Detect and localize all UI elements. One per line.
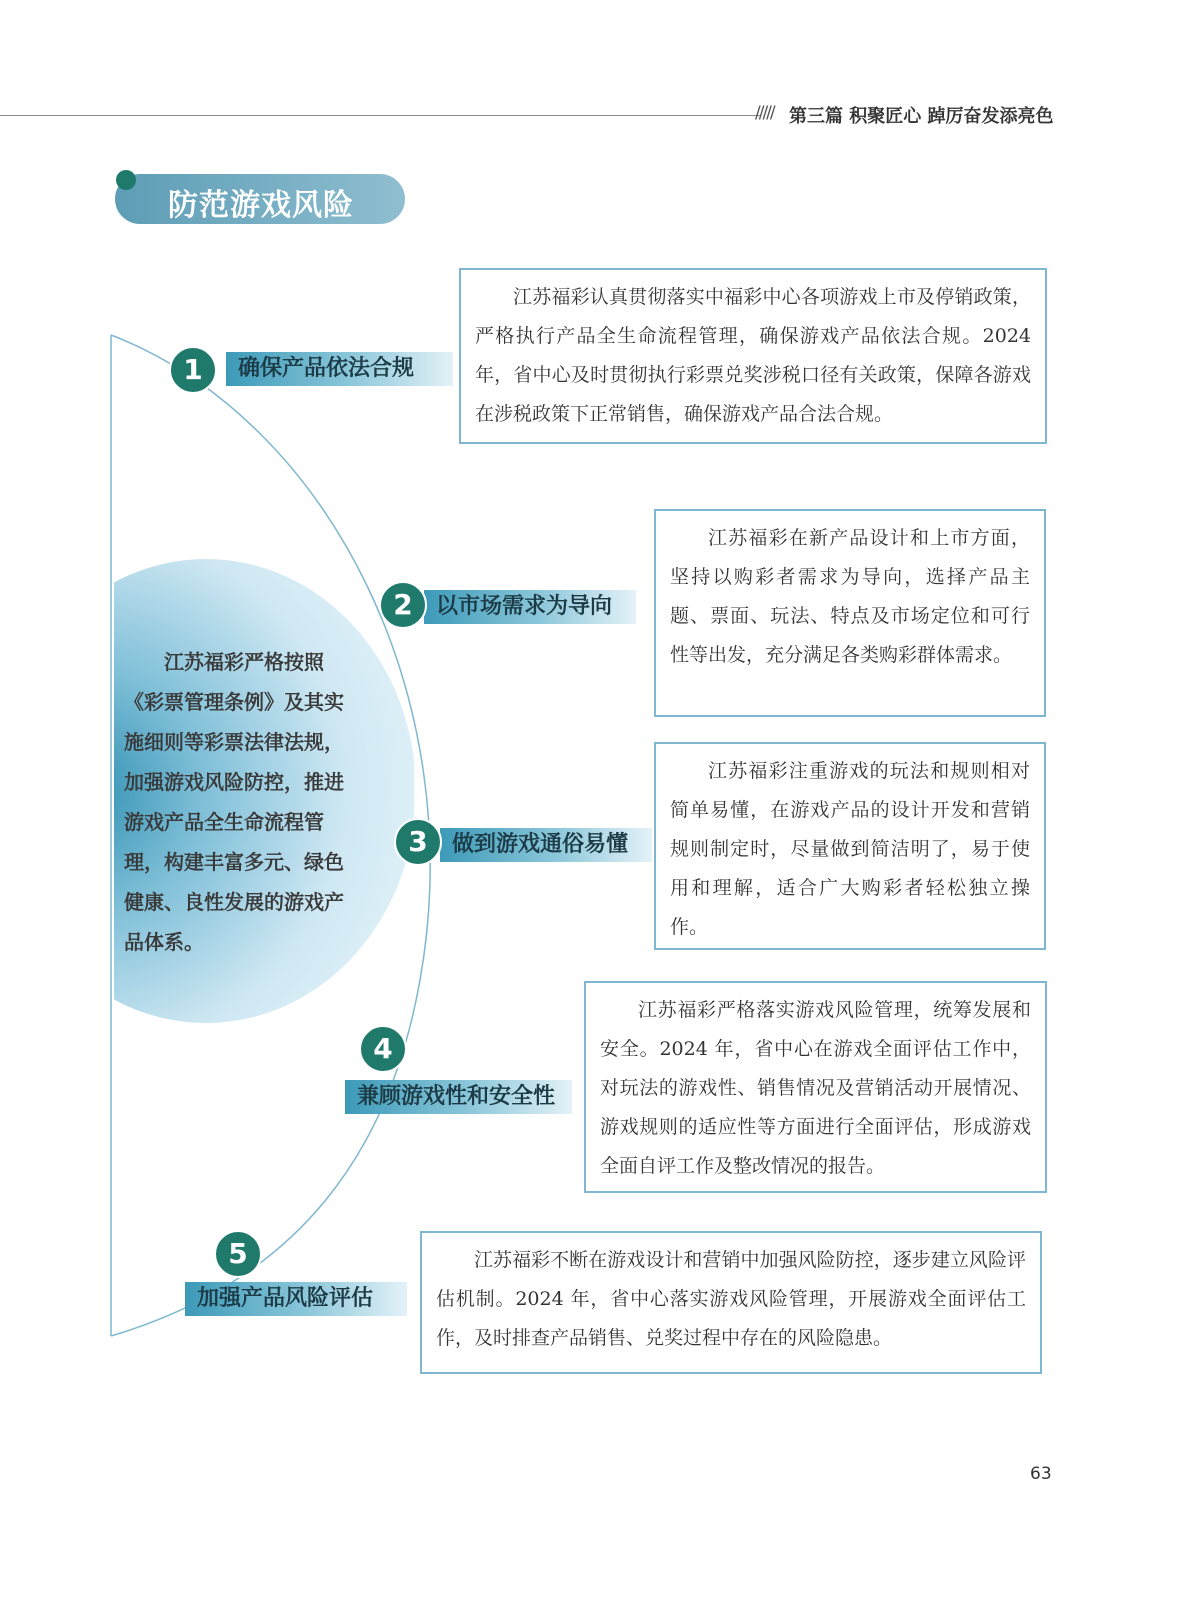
item-2-label: 以市场需求为导向 bbox=[424, 590, 636, 624]
item-2-textbox bbox=[654, 509, 1046, 717]
center-summary-text: 江苏福彩严格按照《彩票管理条例》及其实施细则等彩票法律法规，加强游戏风险防控，推进游戏产品全生命流程管理，构建丰富多元、绿色健康、良性发展的游戏产品体系。 bbox=[124, 650, 344, 954]
item-1-textbox bbox=[459, 268, 1047, 444]
item-5-text: 江苏福彩不断在游戏设计和营销中加强风险防控，逐步建立风险评估机制。2024 年，省中心落实游戏风险管理，开展游戏全面评估工作，及时排查产品销售、兑奖过程中存在的风险隐患。 bbox=[436, 1249, 1026, 1349]
item-1-label: 确保产品依法合规 bbox=[226, 352, 453, 386]
item-5-number: 5 bbox=[214, 1230, 262, 1278]
item-4-text: 江苏福彩严格落实游戏风险管理，统筹发展和安全。2024 年，省中心在游戏全面评估工作中，对玩法的游戏性、销售情况及营销活动开展情况、游戏规则的适应性等方面进行全面评估，形成游戏全面自评工作及整改情况的报告。 bbox=[600, 999, 1031, 1177]
item-3-label: 做到游戏通俗易懂 bbox=[440, 828, 652, 862]
item-3-number: 3 bbox=[394, 818, 442, 866]
item-2-text: 江苏福彩在新产品设计和上市方面，坚持以购彩者需求为导向，选择产品主题、票面、玩法、特点及市场定位和可行性等出发，充分满足各类购彩群体需求。 bbox=[670, 527, 1030, 666]
section-title: 防范游戏风险 bbox=[168, 188, 354, 223]
item-1-text: 江苏福彩认真贯彻落实中福彩中心各项游戏上市及停销政策，严格执行产品全生命流程管理，确保游戏产品依法合规。2024 年，省中心及时贯彻执行彩票兑奖涉税口径有关政策，保障各游戏在涉税政策下正常销售，确保游戏产品合法合规。 bbox=[475, 286, 1031, 425]
item-3-textbox bbox=[654, 742, 1046, 950]
header-slashes: ///// bbox=[755, 103, 774, 123]
chapter-title: 第三篇 积聚匠心 踔厉奋发添亮色 bbox=[789, 106, 1054, 127]
item-5-label: 加强产品风险评估 bbox=[185, 1282, 407, 1316]
item-2-number: 2 bbox=[379, 581, 427, 629]
page-number: 63 bbox=[1030, 1464, 1052, 1484]
item-4-textbox bbox=[584, 981, 1047, 1193]
item-4-label: 兼顾游戏性和安全性 bbox=[345, 1080, 572, 1114]
item-4-number: 4 bbox=[359, 1025, 407, 1073]
item-5-textbox bbox=[420, 1231, 1042, 1374]
item-3-text: 江苏福彩注重游戏的玩法和规则相对简单易懂，在游戏产品的设计开发和营销规则制定时，尽量做到简洁明了，易于使用和理解，适合广大购彩者轻松独立操作。 bbox=[670, 760, 1030, 938]
item-1-number: 1 bbox=[169, 346, 217, 394]
